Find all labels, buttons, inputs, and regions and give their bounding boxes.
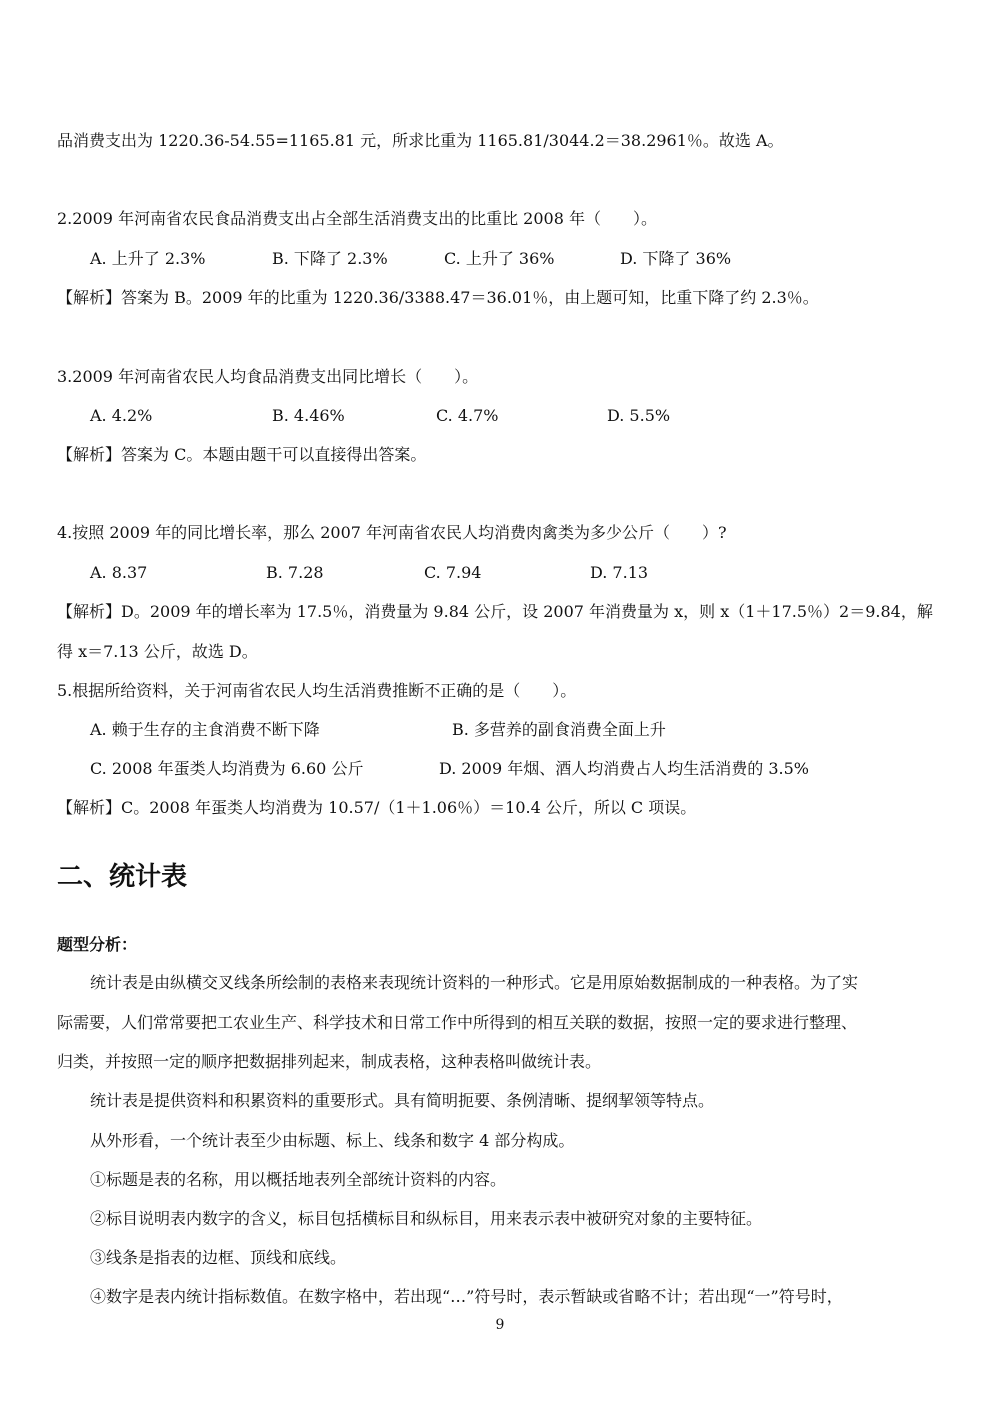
option-b: B. 7.28 — [266, 563, 324, 582]
paragraph-line: 归类，并按照一定的顺序把数据排列起来，制成表格，这种表格叫做统计表。 — [57, 1052, 602, 1071]
option-c: C. 上升了 36% — [444, 249, 555, 268]
option-c: C. 2008 年蛋类人均消费为 6.60 公斤 — [90, 759, 364, 778]
answer-explanation: 【解析】答案为 B。2009 年的比重为 1220.36/3388.47＝36.01％，由上题可知，比重下降了约 2.3％。 — [57, 288, 819, 307]
paragraph-line: 从外形看，一个统计表至少由标题、标上、线条和数字 4 部分构成。 — [90, 1131, 575, 1150]
option-d: D. 5.5% — [607, 406, 671, 425]
answer-explanation: 【解析】C。2008 年蛋类人均消费为 10.57/（1＋1.06％）＝10.4 公斤，所以 C 项误。 — [57, 798, 697, 817]
option-c: C. 7.94 — [424, 563, 482, 582]
answer-explanation: 【解析】D。2009 年的增长率为 17.5％，消费量为 9.84 公斤，设 2007 年消费量为 x，则 x（1＋17.5％）2＝9.84，解 — [57, 602, 933, 621]
option-d: D. 7.13 — [590, 563, 649, 582]
list-item-numbers: ④数字是表内统计指标数值。在数字格中，若出现“…”符号时，表示暂缺或省略不计；若出现“一”符号时， — [90, 1287, 843, 1306]
option-b: B. 下降了 2.3% — [272, 249, 388, 268]
option-a: A. 8.37 — [90, 563, 148, 582]
section-heading: 二、统计表 — [57, 862, 188, 892]
subsection-heading: 题型分析： — [57, 935, 138, 954]
option-b: B. 多营养的副食消费全面上升 — [452, 720, 666, 739]
question-4: 4.按照 2009 年的同比增长率，那么 2007 年河南省农民人均消费肉禽类为多少公斤（ ）? — [57, 523, 727, 542]
list-item-lines: ③线条是指表的边框、顶线和底线。 — [90, 1248, 347, 1267]
option-a: A. 4.2% — [90, 406, 153, 425]
question-5: 5.根据所给资料，关于河南省农民人均生活消费推断不正确的是（ ）。 — [57, 681, 577, 700]
option-a: A. 赖于生存的主食消费不断下降 — [90, 720, 320, 739]
list-item-title: ①标题是表的名称，用以概括地表列全部统计资料的内容。 — [90, 1170, 507, 1189]
question-3: 3.2009 年河南省农民人均食品消费支出同比增长（ ）。 — [57, 367, 479, 386]
paragraph-line: 统计表是提供资料和积累资料的重要形式。具有简明扼要、条例清晰、提纲挈领等特点。 — [90, 1091, 715, 1110]
answer-explanation: 【解析】答案为 C。本题由题干可以直接得出答案。 — [57, 445, 427, 464]
option-d: D. 下降了 36% — [620, 249, 732, 268]
list-item-heading: ②标目说明表内数字的含义，标目包括横标目和纵标目，用来表示表中被研究对象的主要特征。 — [90, 1209, 763, 1228]
page-number: 9 — [495, 1317, 505, 1333]
question-2: 2.2009 年河南省农民食品消费支出占全部生活消费支出的比重比 2008 年（ ）。 — [57, 209, 657, 228]
option-c: C. 4.7% — [436, 406, 499, 425]
option-d: D. 2009 年烟、酒人均消费占人均生活消费的 3.5% — [439, 759, 809, 778]
option-a: A. 上升了 2.3% — [90, 249, 206, 268]
paragraph-line: 际需要，人们常常要把工农业生产、科学技术和日常工作中所得到的相互关联的数据，按照一定的要求进行整理、 — [57, 1013, 858, 1032]
option-b: B. 4.46% — [272, 406, 345, 425]
paragraph-line: 统计表是由纵横交叉线条所绘制的表格来表现统计资料的一种形式。它是用原始数据制成的一种表格。为了实 — [90, 973, 859, 992]
text-line: 品消费支出为 1220.36-54.55=1165.81 元，所求比重为 1165.81/3044.2＝38.2961％。故选 A。 — [57, 131, 784, 150]
answer-explanation-cont: 得 x＝7.13 公斤，故选 D。 — [57, 642, 258, 661]
